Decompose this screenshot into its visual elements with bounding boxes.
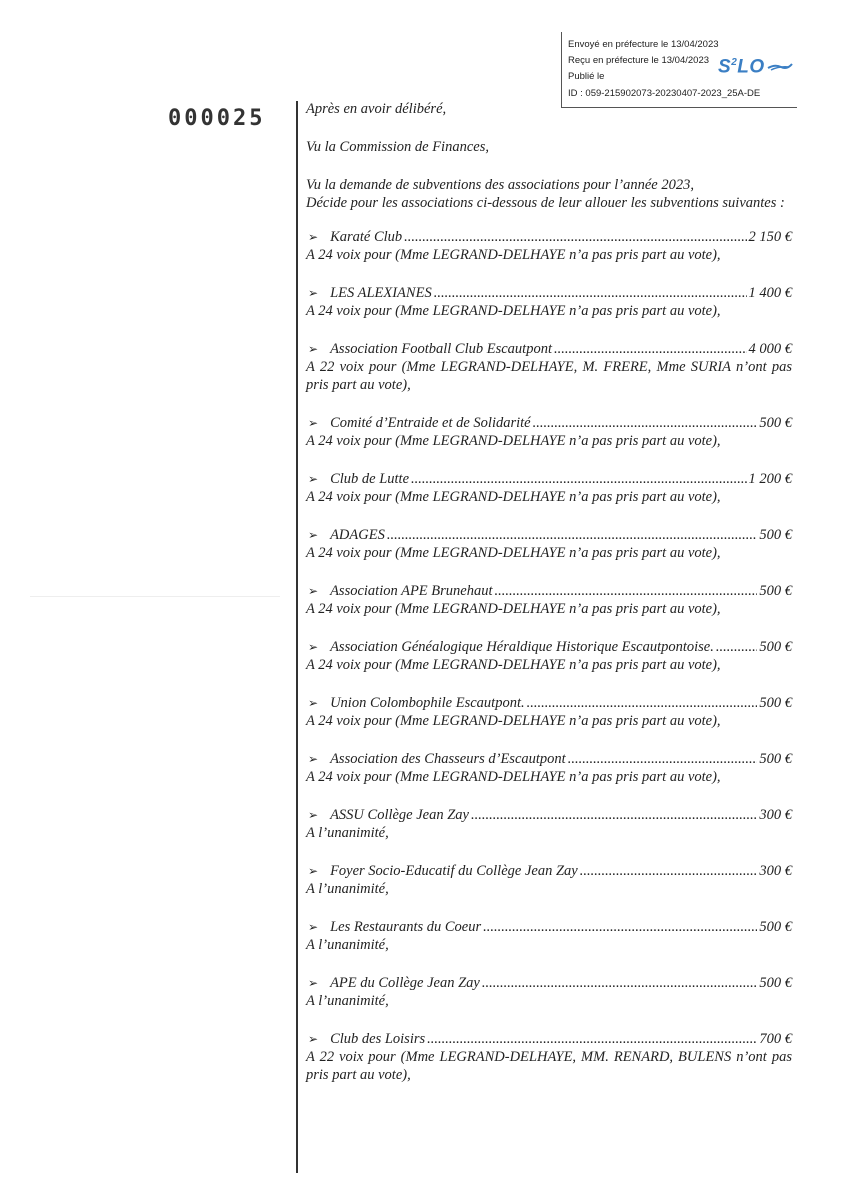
scan-artifact-left <box>30 596 280 597</box>
dot-leader <box>568 750 758 768</box>
association-name: ADAGES <box>330 527 385 543</box>
s2lo-logo: $S^2LO$ <box>718 54 793 76</box>
swoosh-icon <box>767 63 793 71</box>
subsidy-amount: 4 000 € <box>748 341 792 357</box>
subsidy-line <box>306 340 792 358</box>
subsidy-line <box>306 694 792 712</box>
dot-leader <box>716 638 758 656</box>
commission-line: Vu la Commission de Finances, <box>306 139 489 155</box>
subsidy-item <box>306 228 792 264</box>
stamp-published: Publié le <box>568 71 605 82</box>
arrow-bullet-icon: ➢ <box>308 230 319 244</box>
association-name: Association APE Brunehaut <box>330 583 493 599</box>
dot-leader <box>471 806 757 824</box>
subsidy-item <box>306 974 792 1010</box>
vote-result: A 24 voix pour (Mme LEGRAND-DELHAYE n’a pas pris part au vote), <box>306 713 721 729</box>
dot-leader <box>411 470 746 488</box>
subsidy-amount: 500 € <box>759 527 792 543</box>
subsidy-item <box>306 414 792 450</box>
vote-result: A 24 voix pour (Mme LEGRAND-DELHAYE n’a pas pris part au vote), <box>306 433 721 449</box>
association-name: APE du Collège Jean Zay <box>330 975 480 991</box>
deliberation-line: Après en avoir délibéré, <box>306 101 447 117</box>
association-name: Comité d’Entraide et de Solidarité <box>330 415 531 431</box>
subsidy-list <box>306 228 792 1084</box>
subsidy-line <box>306 750 792 768</box>
subsidy-line <box>306 862 792 880</box>
arrow-bullet-icon: ➢ <box>308 808 319 822</box>
dot-leader <box>404 228 746 246</box>
stamp-received-date: Reçu en préfecture le 13/04/2023 <box>568 55 710 66</box>
prefecture-stamp <box>561 32 797 108</box>
subsidy-line <box>306 284 792 302</box>
subsidy-amount: 1 400 € <box>748 285 792 301</box>
subsidy-line <box>306 228 792 246</box>
vote-result: A l’unanimité, <box>306 993 389 1009</box>
stamp-sent-date: Envoyé en préfecture le 13/04/2023 <box>568 39 719 50</box>
arrow-bullet-icon: ➢ <box>308 416 319 430</box>
subsidy-line <box>306 526 792 544</box>
arrow-bullet-icon: ➢ <box>308 1032 319 1046</box>
subsidy-item <box>306 470 792 506</box>
arrow-bullet-icon: ➢ <box>308 920 319 934</box>
subsidy-item <box>306 526 792 562</box>
arrow-bullet-icon: ➢ <box>308 528 319 542</box>
vote-result: A l’unanimité, <box>306 937 389 953</box>
subsidy-amount: 500 € <box>759 751 792 767</box>
arrow-bullet-icon: ➢ <box>308 696 319 710</box>
association-name: Association Football Club Escautpont <box>330 341 552 357</box>
dot-leader <box>387 526 758 544</box>
association-name: Club des Loisirs <box>330 1031 426 1047</box>
vote-result: A 22 voix pour (Mme LEGRAND-DELHAYE, M. FRERE, Mme SURIA n’ont pas pris part au vote), <box>306 359 792 393</box>
subsidy-line <box>306 582 792 600</box>
dot-leader <box>495 582 758 600</box>
vote-result: A l’unanimité, <box>306 825 389 841</box>
subsidy-amount: 700 € <box>759 1031 792 1047</box>
vote-result: A 24 voix pour (Mme LEGRAND-DELHAYE n’a pas pris part au vote), <box>306 769 721 785</box>
dot-leader <box>554 340 747 358</box>
vote-result: A 24 voix pour (Mme LEGRAND-DELHAYE n’a pas pris part au vote), <box>306 601 721 617</box>
subsidy-line <box>306 806 792 824</box>
subsidy-line <box>306 638 792 656</box>
document-number: 000025 <box>168 106 266 131</box>
association-name: Association des Chasseurs d’Escautpont <box>330 751 566 767</box>
vote-result: A 24 voix pour (Mme LEGRAND-DELHAYE n’a pas pris part au vote), <box>306 545 721 561</box>
arrow-bullet-icon: ➢ <box>308 864 319 878</box>
association-name: Club de Lutte <box>330 471 410 487</box>
subsidy-amount: 500 € <box>759 583 792 599</box>
subsidy-amount: 2 150 € <box>748 229 792 245</box>
subsidy-item <box>306 750 792 786</box>
subsidy-line <box>306 414 792 432</box>
arrow-bullet-icon: ➢ <box>308 640 319 654</box>
subsidy-item <box>306 806 792 842</box>
subsidy-amount: 300 € <box>759 863 792 879</box>
deliberation-body <box>306 100 792 1084</box>
association-name: Les Restaurants du Coeur <box>330 919 482 935</box>
subsidy-item <box>306 340 792 394</box>
margin-rule <box>296 101 298 1173</box>
subsidy-line <box>306 470 792 488</box>
subsidy-amount: 1 200 € <box>748 471 792 487</box>
decision-line: Décide pour les associations ci-dessous de leur allouer les subventions suivantes : <box>306 195 785 211</box>
subsidy-line <box>306 918 792 936</box>
vote-result: A 22 voix pour (Mme LEGRAND-DELHAYE, MM. RENARD, BULENS n’ont pas pris part au vote), <box>306 1049 792 1083</box>
vote-result: A 24 voix pour (Mme LEGRAND-DELHAYE n’a pas pris part au vote), <box>306 489 721 505</box>
arrow-bullet-icon: ➢ <box>308 752 319 766</box>
subsidy-item <box>306 582 792 618</box>
subsidy-line <box>306 974 792 992</box>
subsidy-amount: 500 € <box>759 415 792 431</box>
request-line: Vu la demande de subventions des associations pour l’année 2023, <box>306 177 694 193</box>
subsidy-item <box>306 862 792 898</box>
dot-leader <box>483 918 757 936</box>
vote-result: A 24 voix pour (Mme LEGRAND-DELHAYE n’a pas pris part au vote), <box>306 303 721 319</box>
dot-leader <box>533 414 758 432</box>
dot-leader <box>527 694 758 712</box>
association-name: Karaté Club <box>330 229 403 245</box>
subsidy-item <box>306 918 792 954</box>
subsidy-amount: 500 € <box>759 975 792 991</box>
subsidy-amount: 500 € <box>759 639 792 655</box>
dot-leader <box>482 974 758 992</box>
subsidy-item <box>306 284 792 320</box>
dot-leader <box>427 1030 757 1048</box>
subsidy-item <box>306 638 792 674</box>
arrow-bullet-icon: ➢ <box>308 342 319 356</box>
subsidy-amount: 500 € <box>759 919 792 935</box>
subsidy-item <box>306 1030 792 1084</box>
subsidy-amount: 300 € <box>759 807 792 823</box>
vote-result: A 24 voix pour (Mme LEGRAND-DELHAYE n’a pas pris part au vote), <box>306 657 721 673</box>
dot-leader <box>434 284 747 302</box>
stamp-id: ID : 059-215902073-20230407-2023_25A-DE <box>568 88 761 99</box>
arrow-bullet-icon: ➢ <box>308 584 319 598</box>
arrow-bullet-icon: ➢ <box>308 286 319 300</box>
vote-result: A l’unanimité, <box>306 881 389 897</box>
subsidy-item <box>306 694 792 730</box>
subsidy-line <box>306 1030 792 1048</box>
association-name: LES ALEXIANES <box>330 285 432 301</box>
association-name: Union Colombophile Escautpont. <box>330 695 525 711</box>
association-name: ASSU Collège Jean Zay <box>330 807 469 823</box>
arrow-bullet-icon: ➢ <box>308 976 319 990</box>
association-name: Association Généalogique Héraldique Historique Escautpontoise. <box>330 639 714 655</box>
dot-leader <box>580 862 758 880</box>
subsidy-amount: 500 € <box>759 695 792 711</box>
arrow-bullet-icon: ➢ <box>308 472 319 486</box>
vote-result: A 24 voix pour (Mme LEGRAND-DELHAYE n’a pas pris part au vote), <box>306 247 721 263</box>
association-name: Foyer Socio-Educatif du Collège Jean Zay <box>330 863 578 879</box>
